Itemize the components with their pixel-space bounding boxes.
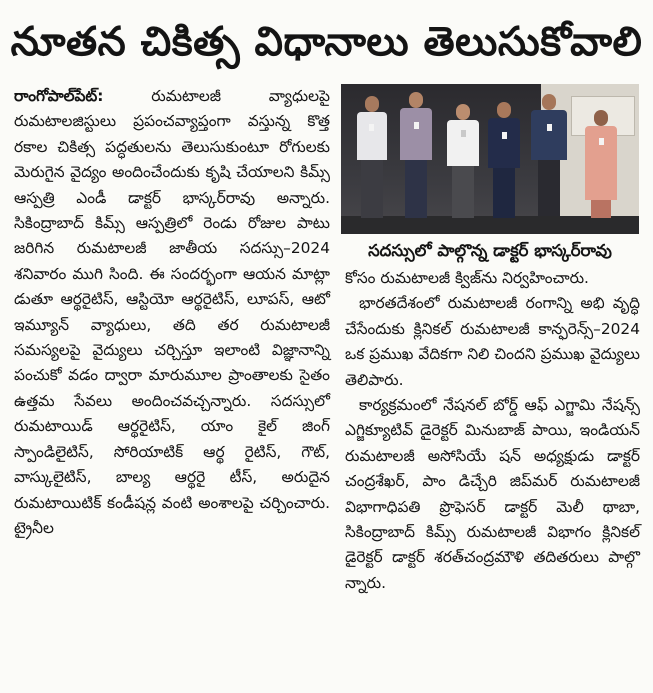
article-body-right-column [345, 266, 640, 596]
article-body-left-column [14, 84, 330, 541]
event-photo [341, 84, 639, 234]
headline: నూతన చికిత్స విధానాలు తెలుసుకోవాలి [10, 19, 643, 65]
body-text-left: రుమటాలజీ వ్యాధులపై రుమటాలజిస్టులు ప్రపంచవ్యాప్తంగా వస్తున్న కొత్త రకాల చికిత్స పద్ధతులను తెలుసుకుంటూ రోగులకు మెరుగైన వైద్యం అందించేందుకు కృషి చేయాలని కిమ్స్‌ ఆస్పత్రి ఎండీ డాక్టర్‌ భాస్కర్‌రావు అన్నారు. సికింద్రాబాద్‌ కిమ్స్‌ ఆస్పత్రిలో రెండు రోజుల పాటు జరిగిన రుమటాలజీ జాతీయ సదస్సు–2024 శనివారం ముగి సింది. ఈ సందర్భంగా ఆయన మాట్లా డుతూ ఆర్థరైటిస్‌, ఆస్టియో ఆర్థరైటిస్‌, లూపస్‌, ఆటో ఇమ్యూన్‌ వ్యాధులు, తది తర రుమటాలజీ సమస్యలపై వైద్యులు చర్చిస్తూ ఇలాంటి విజ్ఞానాన్ని పంచుకో వడం ద్వారా మారుమూల ప్రాంతాలకు సైతం ఉత్తమ సేవలు అందించవచ్చన్నారు. సదస్సులో రుమటాయిడ్‌ ఆర్థరైటిస్‌, యాం కైల్‌ జింగ్‌ స్పాండిలైటిస్‌, సోరియాటిక్‌ ఆర్థ రైటిస్‌, గౌట్‌, వాస్కులైటిస్‌, బాల్య ఆర్థరై టీస్‌, అరుదైన రుమటాయిటిక్‌ కండీషన్ల వంటి అంశాలపై చర్చించారు. ట్రైనీల [14, 87, 330, 537]
photo-stage-floor [341, 216, 639, 234]
body-paragraph: కోసం రుమటాలజీ క్విజ్‌ను నిర్వహించారు. [345, 269, 589, 287]
body-paragraph: కార్యక్రమంలో నేషనల్‌ బోర్డ్‌ ఆఫ్‌ ఎగ్జామి నేషన్స్‌ ఎగ్జిక్యూటివ్‌ డైరెక్టర్‌ మినుబాజ్‌ పాయి, ఇండియన్‌ రుమటాలజీ అసోసియే షన్‌ అధ్యక్షుడు డాక్టర్‌ చంద్రశేఖర్‌, పాం డిచ్చేరి జిప్‌మర్‌ రుమటాలజీ విభాగాధిపతి ప్రొఫెసర్‌ డాక్టర్‌ మెలీ థాబా, సికింద్రాబాద్‌ కిమ్స్‌ రుమటాలజీ విభాగం క్లినికల్‌ డైరెక్టర్‌ డాక్టర్‌ శరత్‌చంద్రమౌళి తదితరులు పాల్గొ న్నారు. [345, 396, 640, 592]
body-paragraph [14, 84, 330, 541]
dateline: రాంగోపాల్‌పేట్‌: [14, 87, 104, 105]
photo-caption: సదస్సులో పాల్గొన్న డాక్టర్‌ భాస్కర్‌రావు [368, 241, 612, 260]
body-paragraph: భారతదేశంలో రుమటాలజీ రంగాన్ని అభి వృద్ధి చేసేందుకు క్లినికల్‌ రుమటాలజీ కాన్ఫరెన్స్‌–2024 ఒక ప్రముఖ వేదికగా నిలి చిందని ప్రముఖ వైద్యులు తెలిపారు. [345, 294, 640, 389]
